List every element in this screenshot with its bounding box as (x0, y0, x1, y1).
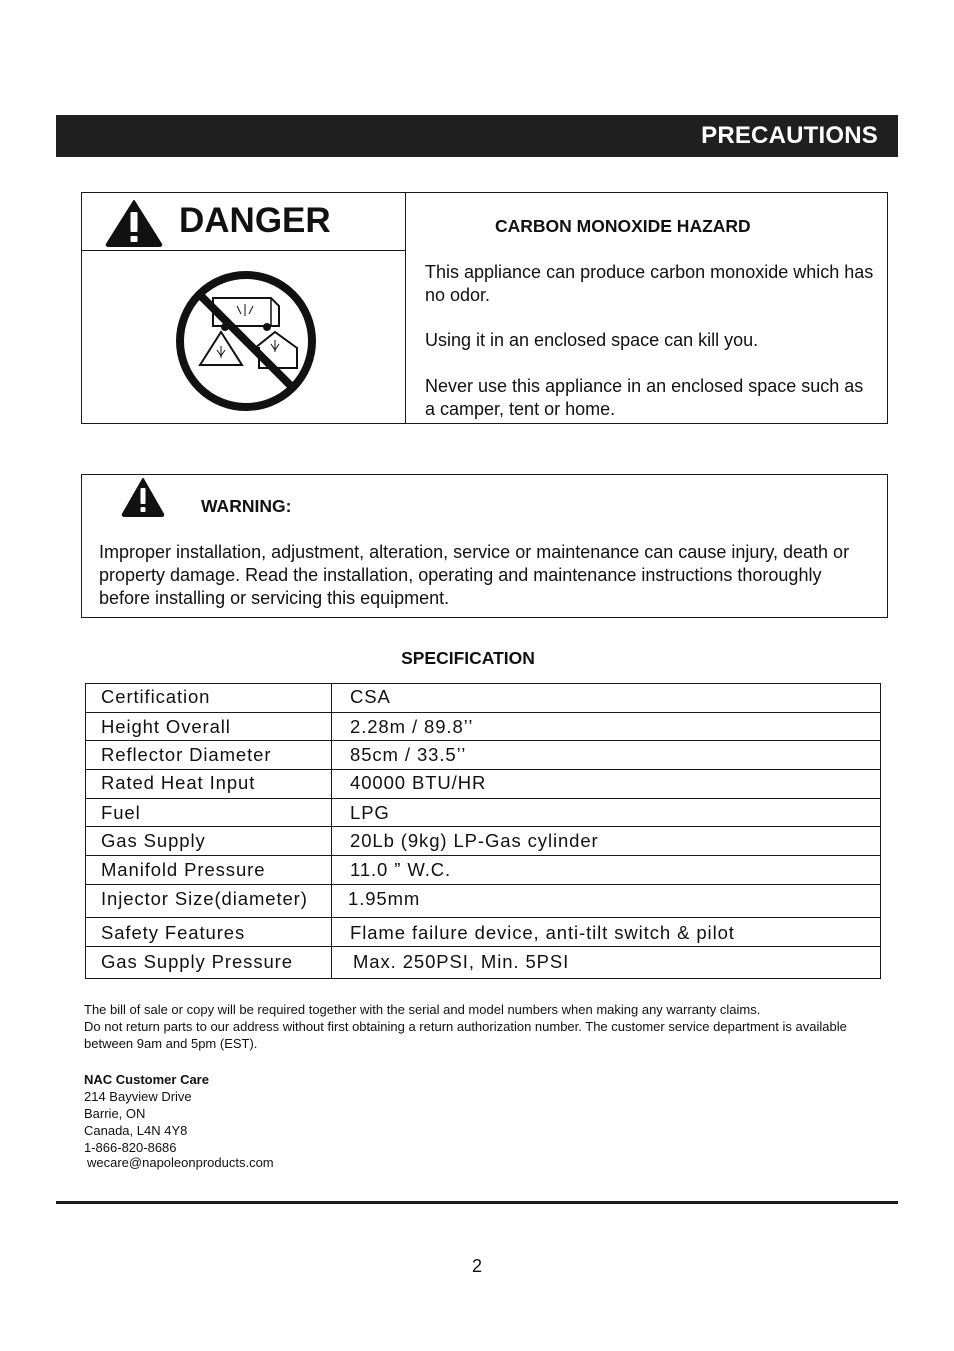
section-header-bar (56, 115, 898, 157)
spec-value: CSA (350, 686, 391, 707)
warranty-notes (84, 1001, 884, 1052)
danger-box (81, 192, 888, 424)
spec-label: Height Overall (86, 713, 332, 740)
warning-label: WARNING: (201, 496, 292, 516)
contact-phone: 1-866-820-8686 (84, 1140, 177, 1155)
table-row (86, 918, 880, 947)
hazard-paragraph: Never use this appliance in an enclosed space such as a camper, tent or home. (425, 376, 864, 419)
table-row (86, 856, 880, 885)
table-row (86, 713, 880, 741)
spec-value: 11.0 ” W.C. (350, 859, 452, 880)
hazard-paragraph: This appliance can produce carbon monoxide which has no odor. (425, 262, 874, 305)
specification-table (85, 683, 881, 979)
spec-value: 85cm / 33.5’’ (350, 744, 467, 765)
table-row (86, 741, 880, 770)
spec-label: Injector Size(diameter) (86, 885, 332, 917)
warning-triangle-icon (121, 477, 165, 517)
contact-email[interactable]: wecare@napoleonproducts.com (87, 1155, 274, 1170)
notes-line: Do not return parts to our address without first obtaining a return authorization number. The customer service department is available between 9am and 5pm (EST). (84, 1019, 847, 1051)
spec-label: Gas Supply Pressure (86, 947, 332, 978)
table-row (86, 947, 880, 978)
spec-label: Safety Features (86, 918, 332, 946)
page-number: 2 (471, 1256, 482, 1276)
spec-value: Flame failure device, anti-tilt switch & pilot (350, 922, 735, 943)
contact-country: Canada, L4N 4Y8 (84, 1123, 188, 1138)
contact-street: 214 Bayview Drive (84, 1089, 192, 1104)
danger-right-panel (407, 193, 885, 423)
spec-label: Rated Heat Input (86, 770, 332, 798)
contact-block (84, 1071, 274, 1171)
table-row (86, 827, 880, 856)
spec-value: 2.28m / 89.8’’ (350, 716, 474, 737)
warning-triangle-icon (104, 199, 164, 247)
no-enclosed-space-icon (175, 270, 317, 412)
hazard-title: CARBON MONOXIDE HAZARD (495, 216, 751, 236)
spec-value: LPG (350, 802, 390, 823)
danger-word: DANGER (179, 201, 331, 240)
spec-label: Reflector Diameter (86, 741, 332, 769)
contact-name: NAC Customer Care (84, 1072, 209, 1087)
table-row (86, 885, 880, 918)
spec-label: Gas Supply (86, 827, 332, 855)
warning-box (81, 474, 888, 618)
footer-rule (56, 1201, 898, 1204)
spec-label: Manifold Pressure (86, 856, 332, 884)
spec-value: 1.95mm (348, 888, 421, 909)
hazard-paragraph: Using it in an enclosed space can kill you. (425, 330, 759, 350)
spec-label: Certification (86, 684, 332, 712)
spec-value: 40000 BTU/HR (350, 772, 487, 793)
warning-text: Improper installation, adjustment, alteration, service or maintenance can cause injury, death or property damage. Read the installation, operating and maintenance instructions thoroughly before installing or servicing this equipment. (99, 542, 850, 608)
section-title: PRECAUTIONS (701, 122, 878, 149)
table-row (86, 770, 880, 799)
table-row (86, 799, 880, 827)
danger-heading (82, 193, 405, 251)
table-row (86, 684, 880, 713)
spec-value: Max. 250PSI, Min. 5PSI (353, 951, 570, 972)
spec-value: 20Lb (9kg) LP-Gas cylinder (350, 830, 599, 851)
specification-title: SPECIFICATION (401, 648, 535, 668)
danger-left-panel (82, 193, 406, 423)
notes-line: The bill of sale or copy will be required together with the serial and model numbers when making any warranty claims. (84, 1002, 761, 1017)
spec-label: Fuel (86, 799, 332, 826)
contact-city: Barrie, ON (84, 1106, 146, 1121)
